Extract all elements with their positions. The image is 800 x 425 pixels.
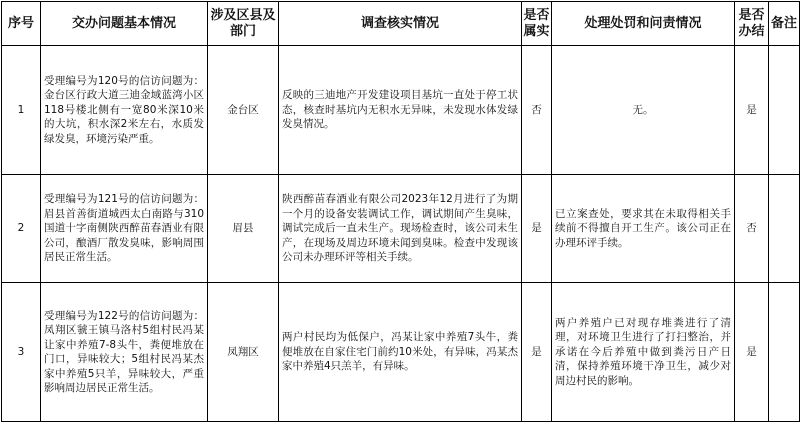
row-district: 凤翔区 xyxy=(208,283,279,422)
header-closed: 是否办结 xyxy=(735,2,769,46)
row-basic: 受理编号为122号的信访问题为：凤翔区虢王镇马洛村5组村民冯某让家中养殖7-8头牛，粪便堆放在门口，异味较大；5组村民冯某杰家中养殖5只羊，异味较大，严重影响周边居民正常生活。 xyxy=(41,283,208,422)
row-verified: 是 xyxy=(522,283,552,422)
row-handling: 已立案查处，要求其在未取得相关手续前不得擅自开工生产。该公司正在办理环评手续。 xyxy=(552,175,735,283)
row-investigation: 两户村民均为低保户，冯某让家中养殖7头牛，粪便堆放在自家住宅门前约10米处，有异味，冯某杰家中养殖4只羔羊，有异味。 xyxy=(279,283,522,422)
row-verified: 否 xyxy=(522,46,552,175)
row-district: 眉县 xyxy=(208,175,279,283)
header-handling: 处理处罚和问责情况 xyxy=(552,2,735,46)
row-seq: 1 xyxy=(2,46,41,175)
row-basic: 受理编号为120号的信访问题为：金台区行政大道三迪金域蓝湾小区118号楼北侧有一宽80米深10米的大坑，积水深2米左右，水质发绿发臭，环境污染严重。 xyxy=(41,46,208,175)
header-investigation: 调查核实情况 xyxy=(279,2,522,46)
petition-table xyxy=(1,1,800,422)
header-row xyxy=(2,2,800,46)
row-handling: 两户养殖户已对现存堆粪进行了清理，对环境卫生进行了打扫整治，并承诺在今后养殖中做到粪污日产日清，保持养殖环境干净卫生，减少对周边村民的影响。 xyxy=(552,283,735,422)
table-row xyxy=(2,175,800,283)
row-verified: 是 xyxy=(522,175,552,283)
row-closed: 是 xyxy=(735,46,769,175)
row-handling: 无。 xyxy=(552,46,735,175)
header-basic: 交办问题基本情况 xyxy=(41,2,208,46)
row-investigation: 反映的三迪地产开发建设项目基坑一直处于停工状态，核查时基坑内无积水无异味，未发现水体发绿发臭情况。 xyxy=(279,46,522,175)
table-row xyxy=(2,283,800,422)
row-remark xyxy=(769,46,800,175)
row-remark xyxy=(769,175,800,283)
row-district: 金台区 xyxy=(208,46,279,175)
table-row xyxy=(2,46,800,175)
header-verified: 是否属实 xyxy=(522,2,552,46)
header-district: 涉及区县及部门 xyxy=(208,2,279,46)
header-remark: 备注 xyxy=(769,2,800,46)
row-investigation: 陕西醉苗春酒业有限公司2023年12月进行了为期一个月的设备安装调试工作，调试期间产生臭味，调试完成后一直未生产。现场检查时，该公司未生产，在现场及周边环境未闻到臭味。检查中发现该公司未办理环评等相关手续。 xyxy=(279,175,522,283)
header-seq: 序号 xyxy=(2,2,41,46)
row-closed: 否 xyxy=(735,175,769,283)
row-seq: 3 xyxy=(2,283,41,422)
row-basic: 受理编号为121号的信访问题为：眉县首善街道城西太白南路与310国道十字南侧陕西醉苗春酒业有限公司，酿酒厂散发臭味，影响周围居民正常生活。 xyxy=(41,175,208,283)
row-closed: 是 xyxy=(735,283,769,422)
row-remark xyxy=(769,283,800,422)
row-seq: 2 xyxy=(2,175,41,283)
